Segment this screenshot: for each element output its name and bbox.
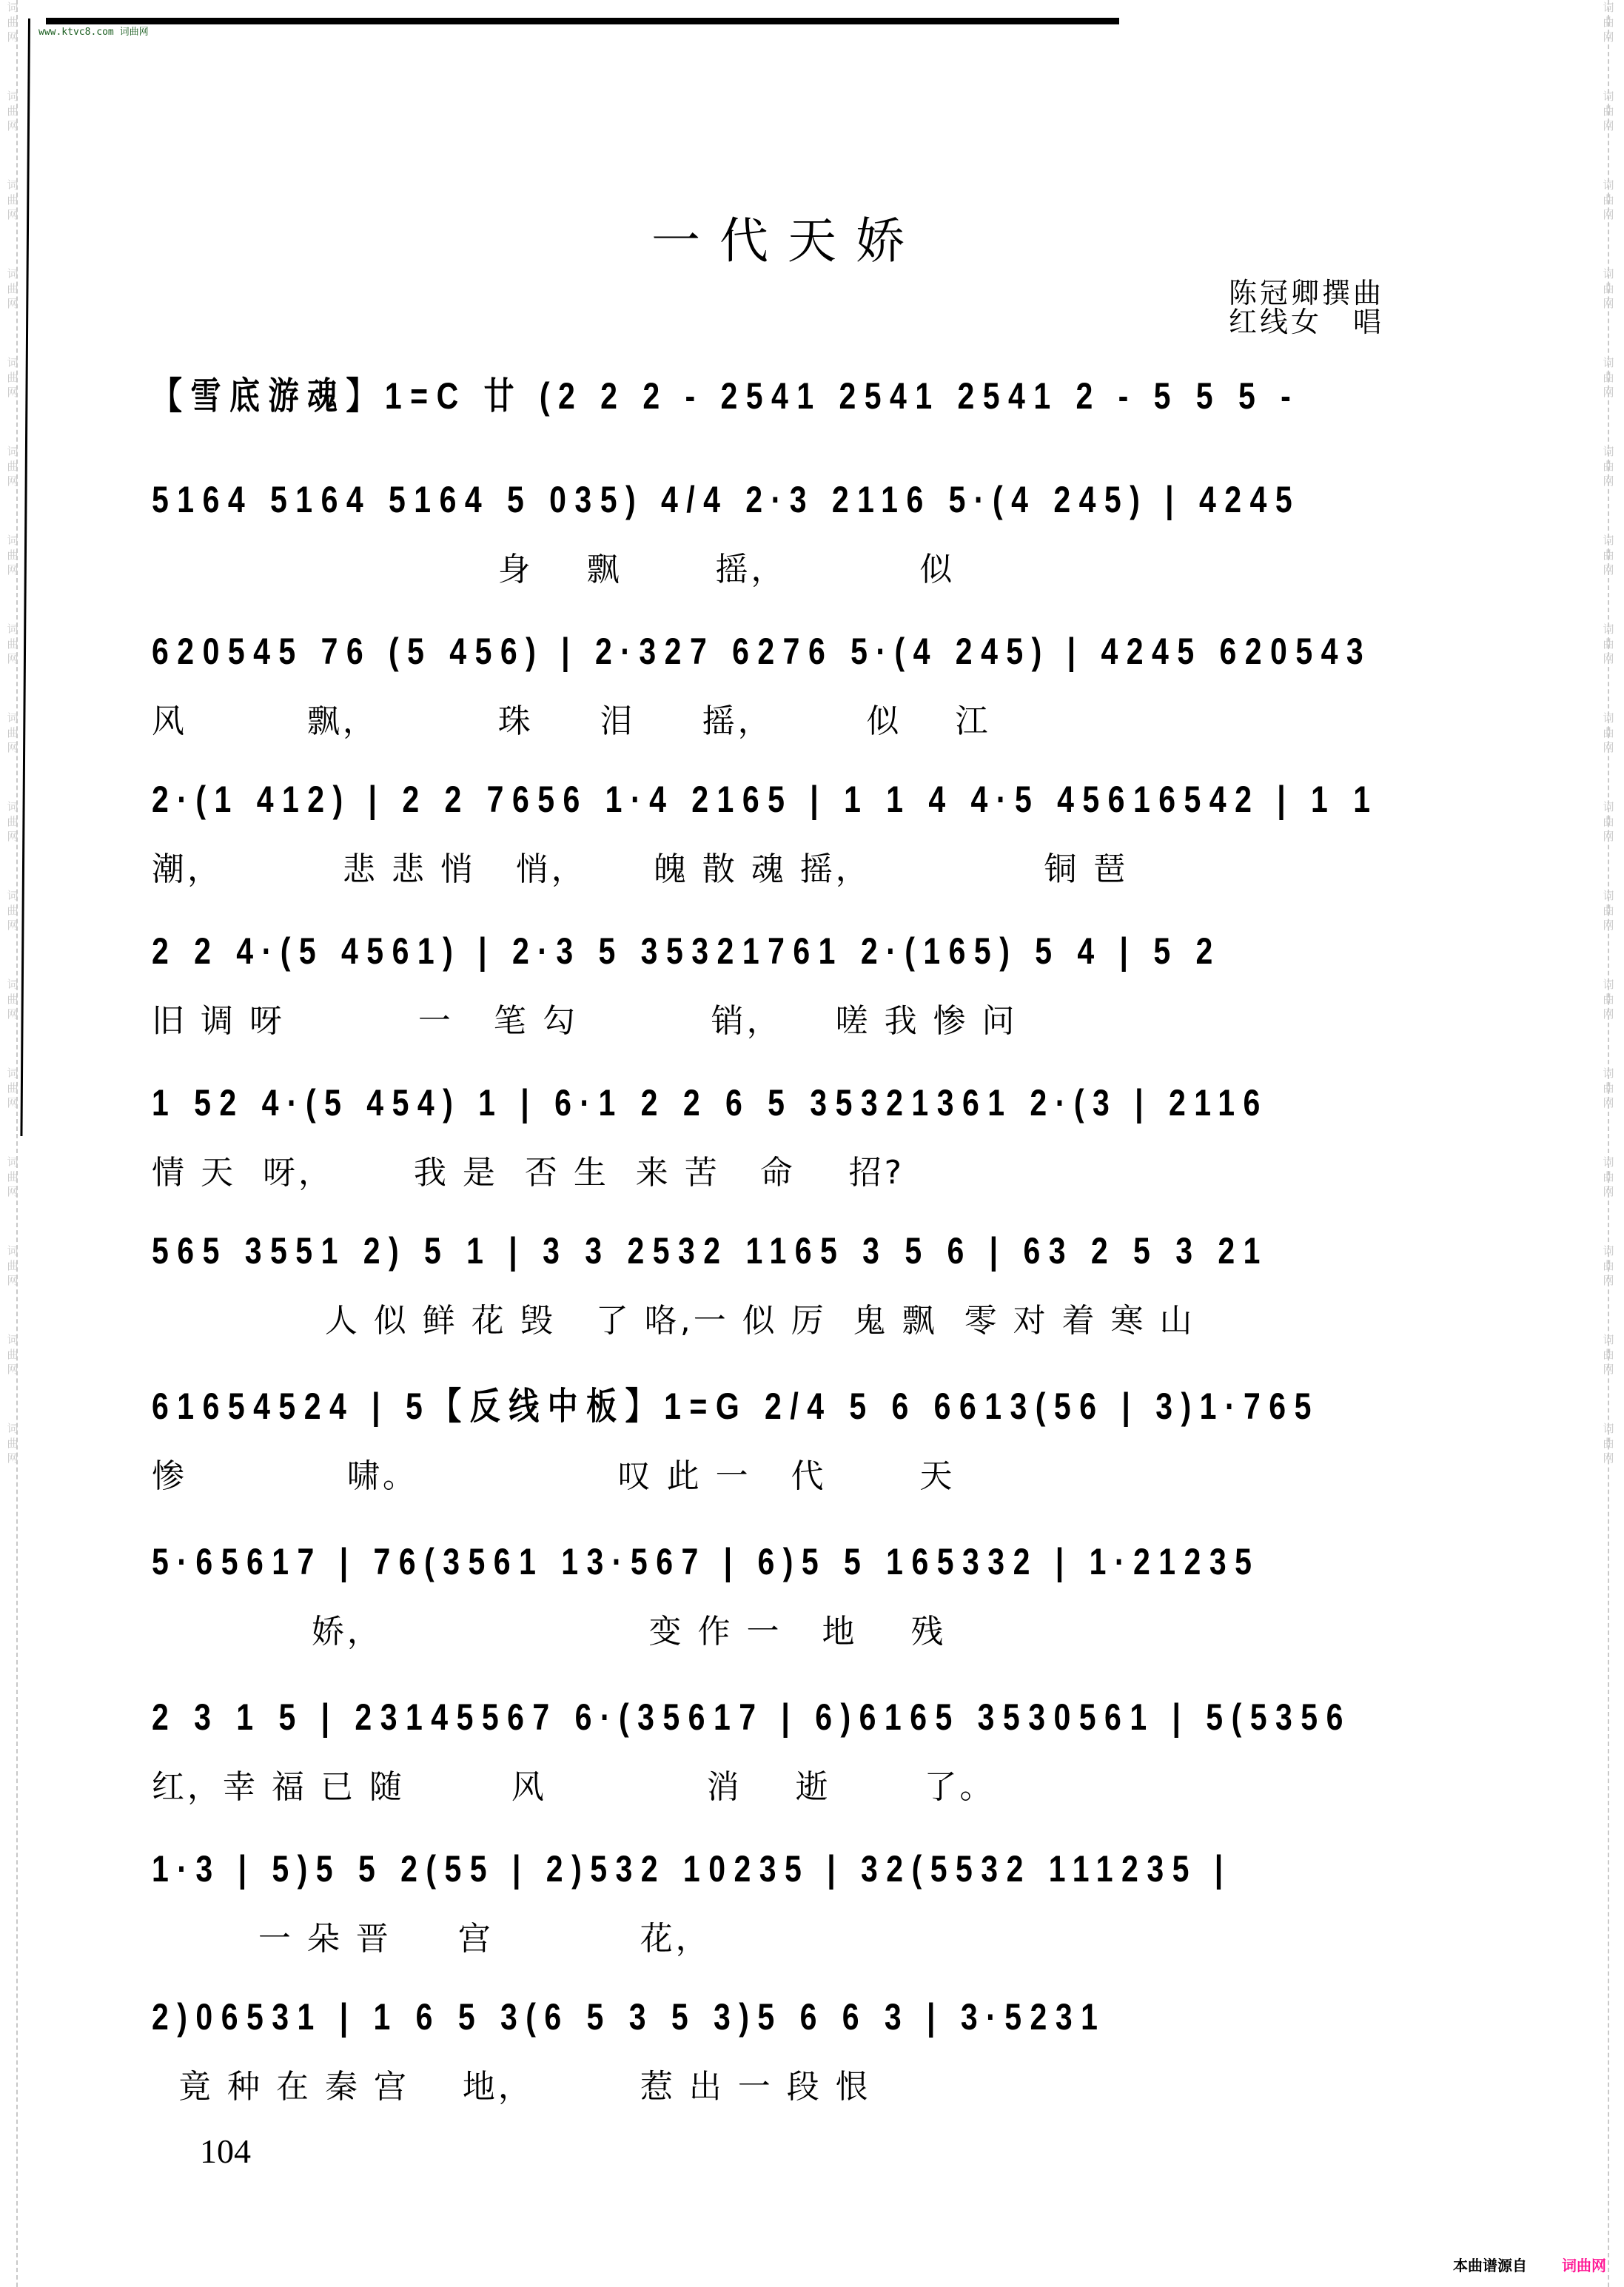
watermark-char: 词 [1603, 1422, 1614, 1435]
source-note: 本曲谱源自 [1453, 2257, 1527, 2274]
lyrics: 潮， 悲 悲 悄 悄， 魄 散 魂 摇， 铜 琶 [152, 850, 1129, 888]
left-watermark-strip [1, 0, 24, 2287]
watermark-char: 网 [7, 1007, 19, 1021]
watermark-char: 网 [7, 386, 19, 399]
watermark-char: 曲 [7, 1437, 19, 1450]
watermark-char: 网 [1603, 1096, 1614, 1109]
top-rule [46, 18, 1119, 24]
watermark-char: 词 [1603, 178, 1614, 192]
watermark-char: 词 [7, 1067, 19, 1080]
watermark-char: 曲 [7, 904, 19, 917]
notation: 2 2 4·(5 4561) | 2·3 5 35321761 2·(165) 5 4 | 5 2 [152, 930, 1221, 972]
site-watermark: www.ktvc8.com 词曲网 [38, 27, 149, 38]
watermark-char: 网 [7, 652, 19, 665]
composer-credit: 陈冠卿撰曲 [1229, 277, 1385, 309]
notation: 620545 76 (5 456) | 2·327 6276 5·(4 245) | 4245 620543 [152, 631, 1372, 672]
watermark-char: 曲 [1603, 460, 1614, 473]
watermark-char: 词 [1603, 534, 1614, 547]
watermark-char: 曲 [1603, 637, 1614, 651]
watermark-char: 网 [1603, 1363, 1614, 1376]
watermark-char: 曲 [7, 1259, 19, 1272]
watermark-char: 词 [7, 356, 19, 369]
watermark-char: 网 [1603, 563, 1614, 577]
notation: 2)06531 | 1 6 5 3(6 5 3 5 3)5 6 6 3 | 3·5231 [152, 1996, 1107, 2038]
watermark-char: 曲 [1603, 548, 1614, 562]
watermark-char: 曲 [1603, 1081, 1614, 1095]
watermark-char: 曲 [7, 104, 19, 118]
watermark-char: 曲 [7, 637, 19, 651]
notation: 2·(1 412) | 2 2 7656 1·4 2165 | 1 1 4 4·5 45616542 | 1 1 [152, 779, 1379, 820]
watermark-char: 网 [1603, 208, 1614, 221]
watermark-char: 词 [7, 1333, 19, 1346]
watermark-char: 曲 [1603, 16, 1614, 29]
watermark-char: 词 [1603, 1333, 1614, 1346]
watermark-char: 曲 [1603, 1259, 1614, 1272]
watermark-char: 词 [7, 445, 19, 458]
watermark-char: 词 [7, 1244, 19, 1257]
watermark-char: 词 [7, 534, 19, 547]
watermark-char: 网 [1603, 1185, 1614, 1198]
watermark-char: 词 [1603, 978, 1614, 991]
lyrics: 娇， 变 作 一 地 残 [152, 1613, 947, 1650]
watermark-char: 曲 [7, 1348, 19, 1361]
watermark-char: 网 [1603, 386, 1614, 399]
watermark-char: 词 [7, 267, 19, 281]
watermark-char: 网 [7, 1363, 19, 1376]
watermark-char: 网 [7, 919, 19, 932]
watermark-char: 曲 [1603, 993, 1614, 1006]
watermark-char: 词 [7, 711, 19, 725]
watermark-char: 曲 [1603, 193, 1614, 206]
watermark-char: 词 [1603, 445, 1614, 458]
watermark-char: 词 [7, 978, 19, 991]
lyrics: 风 飘， 珠 泪 摇， 似 江 [152, 702, 991, 740]
notation: 61654524 | 5【反线中板】1=G 2/4 5 6 6613(56 | 3)1·765 [152, 1386, 1320, 1427]
watermark-char: 曲 [1603, 1348, 1614, 1361]
watermark-char: 词 [1603, 1244, 1614, 1257]
notation: 1 52 4·(5 454) 1 | 6·1 2 2 6 5 35321361 2·(3 | 2116 [152, 1082, 1269, 1124]
watermark-char: 曲 [7, 16, 19, 29]
watermark-char: 网 [7, 1096, 19, 1109]
notation: 【雪底游魂】1=C 廿 (2 2 2 - 2541 2541 2541 2 - 5 5 5 - [152, 375, 1300, 417]
watermark-char: 网 [7, 1274, 19, 1287]
watermark-char: 网 [7, 474, 19, 488]
notation: 2 3 1 5 | 23145567 6·(35617 | 6)6165 3530561 | 5(5356 [152, 1696, 1352, 1738]
watermark-char: 词 [7, 1155, 19, 1169]
watermark-char: 网 [1603, 1451, 1614, 1465]
watermark-char: 曲 [1603, 1170, 1614, 1183]
watermark-char: 网 [1603, 919, 1614, 932]
watermark-char: 网 [1603, 119, 1614, 132]
watermark-char: 曲 [1603, 282, 1614, 295]
watermark-char: 曲 [7, 726, 19, 739]
watermark-char: 网 [7, 208, 19, 221]
source-site-link[interactable]: 词曲网 [1562, 2257, 1606, 2274]
watermark-char: 词 [7, 1, 19, 14]
watermark-char: 词 [1603, 800, 1614, 813]
watermark-char: 曲 [7, 993, 19, 1006]
lyrics: 竟 种 在 秦 宫 地， 惹 出 一 段 恨 [152, 2068, 871, 2106]
watermark-char: 网 [1603, 652, 1614, 665]
singer-credit: 红线女 唱 [1229, 306, 1385, 338]
watermark-char: 曲 [7, 815, 19, 828]
watermark-char: 词 [7, 1422, 19, 1435]
watermark-char: 曲 [7, 193, 19, 206]
watermark-char: 网 [1603, 30, 1614, 44]
watermark-char: 词 [7, 90, 19, 103]
watermark-char: 词 [1603, 711, 1614, 725]
watermark-char: 网 [7, 297, 19, 310]
watermark-char: 词 [1603, 1, 1614, 14]
watermark-char: 词 [7, 622, 19, 636]
watermark-char: 曲 [1603, 104, 1614, 118]
watermark-char: 曲 [1603, 815, 1614, 828]
watermark-char: 曲 [7, 1081, 19, 1095]
watermark-char: 曲 [1603, 726, 1614, 739]
watermark-char: 网 [1603, 474, 1614, 488]
lyrics: 人 似 鲜 花 毁 了 咯,一 似 厉 鬼 飘 零 对 着 寒 山 [152, 1302, 1195, 1340]
lyrics: 红，幸 福 已 随 风 消 逝 了。 [152, 1768, 996, 1806]
page-number: 104 [200, 2132, 251, 2170]
notation: 1·3 | 5)5 5 2(55 | 2)532 10235 | 32(5532 111235 | [152, 1848, 1232, 1890]
watermark-char: 网 [1603, 830, 1614, 843]
lyrics: 身 飘 摇， 似 [152, 551, 956, 588]
watermark-char: 词 [1603, 1067, 1614, 1080]
song-title: 一代天娇 [651, 212, 924, 269]
watermark-char: 曲 [1603, 1437, 1614, 1450]
watermark-char: 词 [7, 800, 19, 813]
watermark-char: 曲 [7, 1170, 19, 1183]
watermark-char: 曲 [7, 371, 19, 384]
lyrics: 旧 调 呀 一 笔 勾 销， 嗟 我 惨 问 [152, 1002, 1018, 1040]
watermark-char: 曲 [1603, 904, 1614, 917]
watermark-char: 网 [7, 1185, 19, 1198]
watermark-char: 网 [7, 1451, 19, 1465]
watermark-char: 词 [1603, 622, 1614, 636]
watermark-char: 词 [1603, 356, 1614, 369]
watermark-char: 曲 [7, 282, 19, 295]
watermark-char: 词 [1603, 267, 1614, 281]
watermark-char: 网 [7, 741, 19, 754]
watermark-char: 网 [7, 30, 19, 44]
notation: 5·65617 | 76(3561 13·567 | 6)5 5 165332 | 1·21235 [152, 1541, 1261, 1582]
lyrics: 一 朵 晋 宫 花， [152, 1920, 711, 1958]
watermark-char: 网 [1603, 297, 1614, 310]
lyrics: 情 天 呀， 我 是 否 生 来 苦 命 招? [152, 1154, 905, 1192]
watermark-char: 词 [1603, 90, 1614, 103]
watermark-char: 网 [1603, 1274, 1614, 1287]
watermark-char: 网 [7, 119, 19, 132]
watermark-char: 词 [7, 178, 19, 192]
watermark-char: 网 [1603, 741, 1614, 754]
right-watermark-strip [1597, 0, 1620, 2287]
watermark-char: 网 [7, 563, 19, 577]
watermark-char: 词 [1603, 889, 1614, 902]
watermark-char: 词 [1603, 1155, 1614, 1169]
notation: 565 3551 2) 5 1 | 3 3 2532 1165 3 5 6 | 63 2 5 3 21 [152, 1230, 1269, 1272]
lyrics: 惨 啸。 叹 此 一 代 天 [152, 1457, 956, 1495]
watermark-char: 词 [7, 889, 19, 902]
watermark-char: 曲 [7, 548, 19, 562]
watermark-char: 网 [1603, 1007, 1614, 1021]
watermark-char: 曲 [7, 460, 19, 473]
notation: 5164 5164 5164 5 035) 4/4 2·3 2116 5·(4 245) | 4245 [152, 479, 1301, 520]
watermark-char: 曲 [1603, 371, 1614, 384]
watermark-char: 网 [7, 830, 19, 843]
